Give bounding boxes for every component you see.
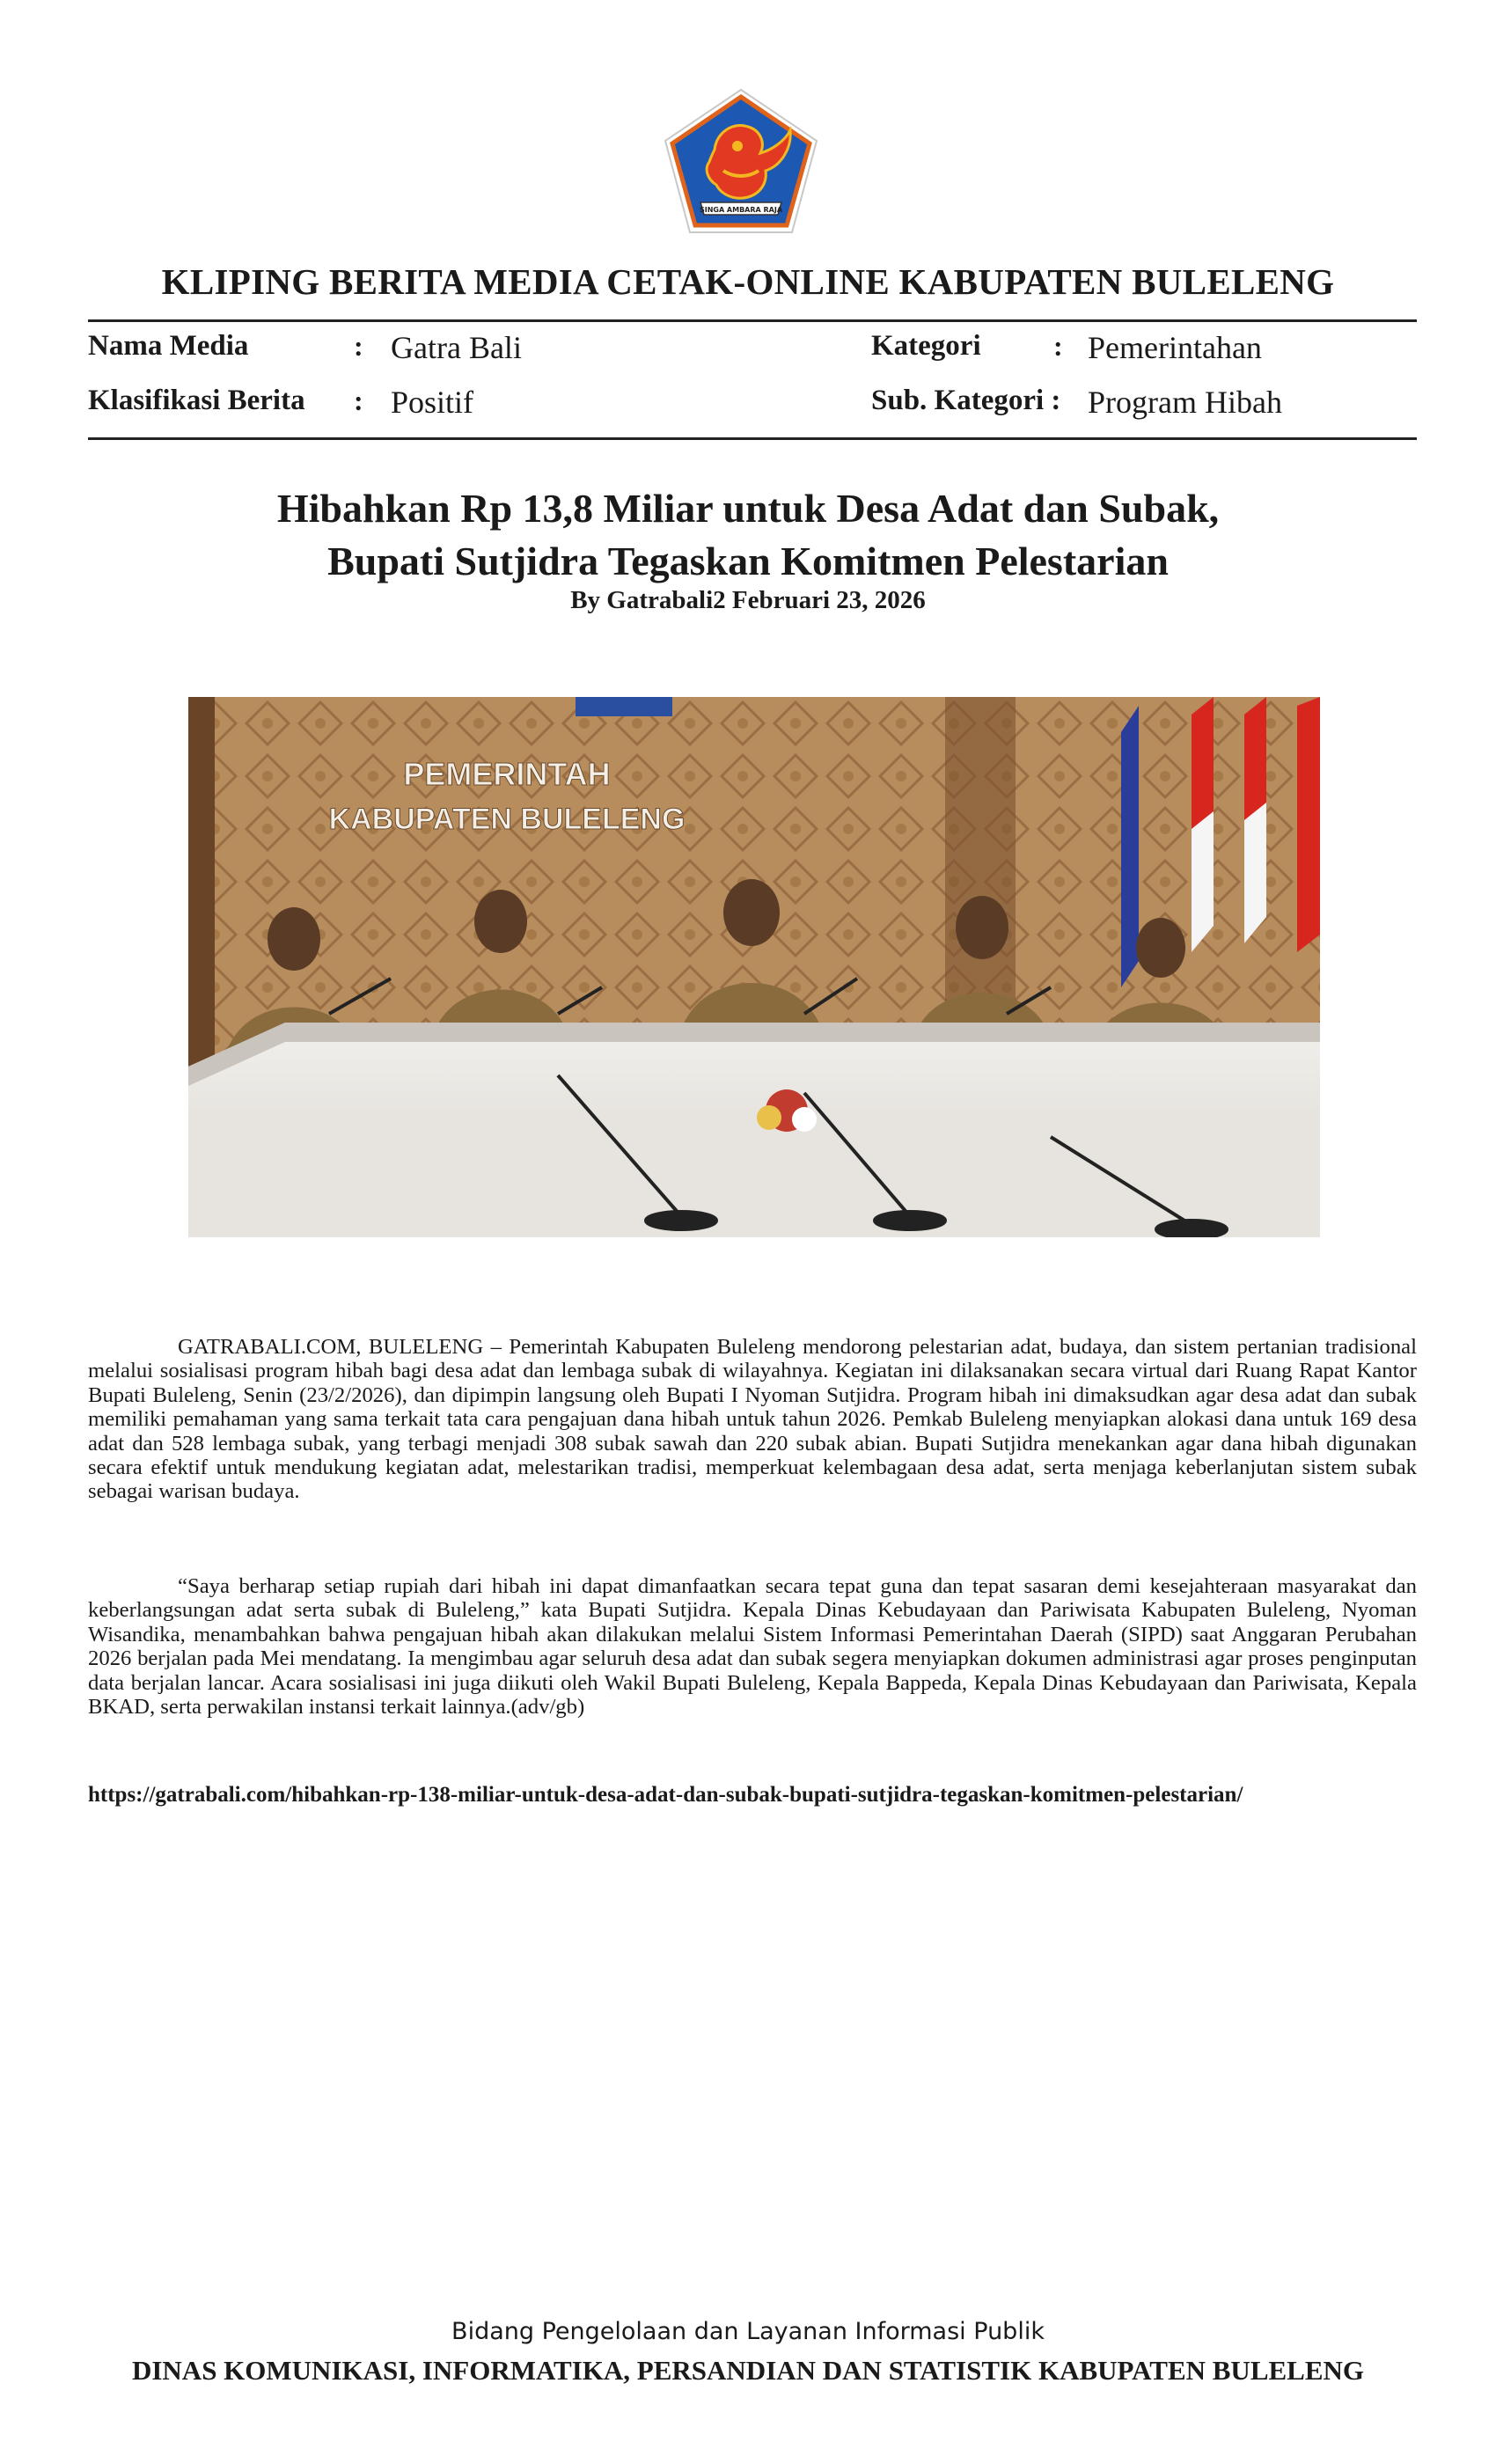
footer-division: Bidang Pengelolaan dan Layanan Informasi Publik bbox=[451, 2318, 1045, 2345]
article-paragraph-2 bbox=[88, 1574, 1417, 1719]
article-headline-line2: Bupati Sutjidra Tegaskan Komitmen Pelestarian bbox=[327, 539, 1169, 583]
kategori-colon: : bbox=[1053, 330, 1063, 362]
header-bottom-rule bbox=[88, 437, 1417, 440]
kategori-value: Pemerintahan bbox=[1088, 330, 1262, 365]
klasifikasi-label: Klasifikasi Berita bbox=[88, 385, 305, 416]
klasifikasi-colon: : bbox=[354, 385, 363, 416]
klasifikasi-value: Positif bbox=[391, 385, 474, 420]
kategori-label: Kategori bbox=[871, 330, 981, 362]
article-paragraph-2-text: “Saya berharap setiap rupiah dari hibah ini dapat dimanfaatkan secara tepat guna dan tepat sasaran demi kesejahteraan masyarakat dan keberlangsungan adat serta subak di Buleleng,” kata Bupati Sutjidra. Kepala Dinas Kebudayaan dan Pariwisata Kabupaten Buleleng, Nyoman Wisandika, menambahkan bahwa pengajuan hibah akan dilakukan melalui Sistem Informasi Pemerintahan Daerah (SIPD) saat Anggaran Perubahan 2026 berjalan pada Mei mendatang. Ia mengimbau agar seluruh desa adat dan subak segera menyiapkan dokumen administrasi agar proses penginputan data berjalan lancar. Acara sosialisasi ini juga diikuti oleh Wakil Bupati Buleleng, Kepala Bappeda, Kepala Dinas Kebudayaan dan Pariwisata, Kepala BKAD, serta perwakilan instansi terkait lainnya.(adv/gb) bbox=[88, 1574, 1417, 1720]
media-label: Nama Media bbox=[88, 330, 249, 362]
article-byline: By Gatrabali2 Februari 23, 2026 bbox=[570, 586, 926, 614]
subkategori-value: Program Hibah bbox=[1088, 385, 1282, 420]
kabupaten-buleleng-logo bbox=[662, 86, 820, 236]
footer-agency: DINAS KOMUNIKASI, INFORMATIKA, PERSANDIAN DAN STATISTIK KABUPATEN BULELENG bbox=[131, 2355, 1365, 2386]
article-paragraph-1-text: GATRABALI.COM, BULELENG – Pemerintah Kabupaten Buleleng mendorong pelestarian adat, budaya, dan sistem pertanian tradisional melalui sosialisasi program hibah bagi desa adat dan lembaga subak di wilayahnya. Kegiatan ini dilaksanakan secara virtual dari Ruang Rapat Kantor Bupati Buleleng, Senin (23/2/2026), dan dipimpin langsung oleh Bupati I Nyoman Sutjidra. Program hibah ini dimaksudkan agar desa adat dan subak memiliki pemahaman yang sama terkait tata cara pengajuan dana hibah untuk tahun 2026. Pemkab Buleleng menyiapkan alokasi dana untuk 169 desa adat dan 528 lembaga subak, yang terbagi menjadi 308 subak sawah dan 220 subak abian. Bupati Sutjidra menekankan agar dana hibah digunakan secara efektif untuk mendukung kegiatan adat, melestarikan tradisi, memperkuat kelembagaan desa adat, serta menjaga keberlanjutan sistem subak sebagai warisan budaya. bbox=[88, 1335, 1417, 1504]
media-value: Gatra Bali bbox=[391, 330, 522, 365]
photo-sign-line1: PEMERINTAH bbox=[403, 756, 611, 792]
media-colon: : bbox=[354, 330, 363, 362]
header-top-rule bbox=[88, 319, 1417, 322]
article-photo bbox=[188, 697, 1320, 1237]
logo-motto-text: SINGA AMBARA RAJA bbox=[699, 206, 783, 214]
document-title: KLIPING BERITA MEDIA CETAK-ONLINE KABUPATEN BULELENG bbox=[161, 261, 1335, 302]
article-headline-line1: Hibahkan Rp 13,8 Miliar untuk Desa Adat dan Subak, bbox=[276, 486, 1220, 531]
source-url-link[interactable]: https://gatrabali.com/hibahkan-rp-138-miliar-untuk-desa-adat-dan-subak-bupati-sutjidra-tegaskan-komitmen-pelestarian/ bbox=[88, 1783, 1243, 1807]
subkategori-label: Sub. Kategori : bbox=[871, 385, 1061, 416]
photo-sign-line2: KABUPATEN BULELENG bbox=[328, 803, 686, 836]
article-paragraph-1 bbox=[88, 1335, 1417, 1504]
